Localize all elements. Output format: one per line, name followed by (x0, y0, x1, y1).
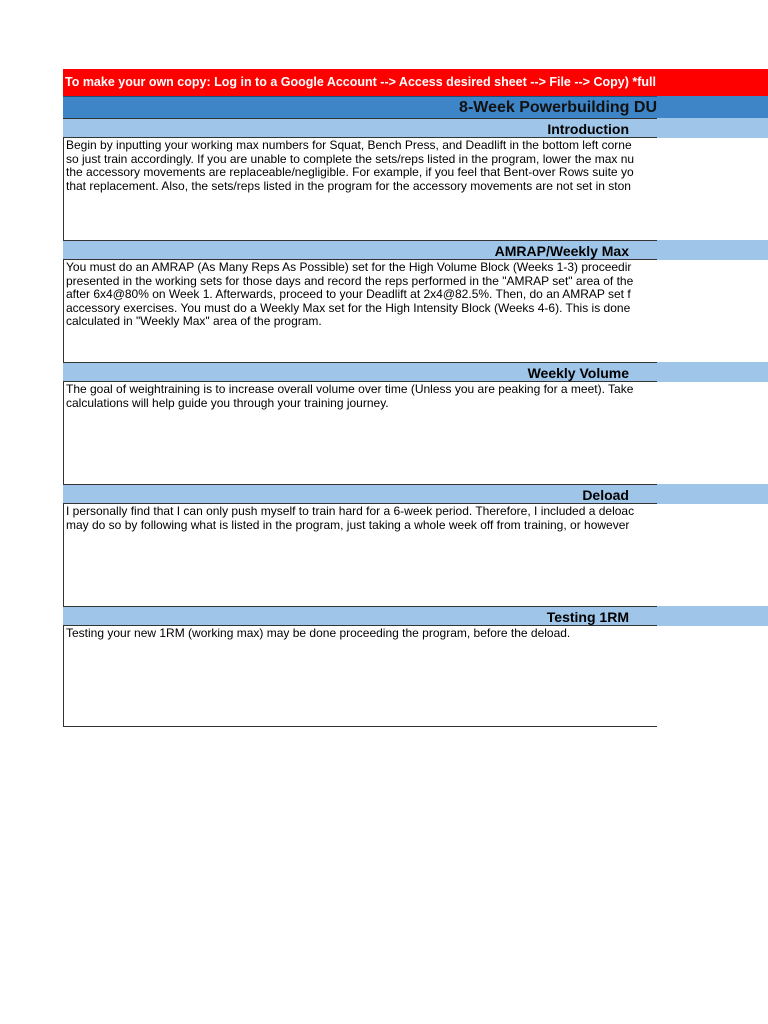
section-body-cell[interactable] (63, 138, 657, 240)
body-text-line: that replacement. Also, the sets/reps listed in the program for the accessory movements are not set in ston (66, 179, 631, 193)
section-header-overflow-cell[interactable] (657, 484, 768, 504)
section-body-cell[interactable] (63, 626, 657, 727)
body-text-line: The goal of weightraining is to increase overall volume over time (Unless you are peaking for a meet). Take (66, 383, 634, 396)
body-text-line: calculations will help guide you through your training journey. (66, 396, 389, 410)
title-overflow-cell[interactable] (657, 96, 768, 118)
spreadsheet (63, 69, 768, 727)
section-heading: Deload (582, 487, 629, 503)
body-text-line: after 6x4@80% on Week 1. Afterwards, proceed to your Deadlift at 2x4@82.5%. Then, do an AMRAP set f (66, 288, 631, 301)
body-text-line: the accessory movements are replaceable/negligible. For example, if you feel that Bent-over Rows suite yo (66, 166, 634, 179)
copy-instructions-banner[interactable]: To make your own copy: Log in to a Google Account --> Access desired sheet --> File --> Copy) *full (63, 69, 659, 96)
title-row (63, 96, 768, 118)
section-weekly-volume (63, 362, 768, 484)
section-header[interactable] (63, 606, 657, 626)
section-header[interactable] (63, 240, 657, 260)
section-header[interactable] (63, 118, 657, 138)
section-heading: Introduction (547, 121, 629, 137)
program-title[interactable]: 8-Week Powerbuilding DU (63, 96, 657, 118)
body-text-line: I personally find that I can only push myself to train hard for a 6-week period. Therefore, I included a deloac (66, 505, 635, 518)
banner-overflow-cell[interactable] (657, 69, 768, 96)
body-text-line: You must do an AMRAP (As Many Reps As Possible) set for the High Volume Block (Weeks 1-3) proceedir (66, 261, 632, 274)
body-text-line: Begin by inputting your working max numbers for Squat, Bench Press, and Deadlift in the bottom left corne (66, 139, 632, 152)
body-text-line: Testing your new 1RM (working max) may be done proceeding the program, before the deload. (66, 627, 571, 640)
section-header[interactable] (63, 362, 657, 382)
section-heading: AMRAP/Weekly Max (494, 243, 629, 259)
banner-row (63, 69, 768, 96)
section-introduction (63, 118, 768, 240)
body-text-line: so just train accordingly. If you are unable to complete the sets/reps listed in the program, lower the max nu (66, 152, 635, 166)
body-text-line: presented in the working sets for those days and record the reps performed in the "AMRAP set" area of the (66, 274, 634, 288)
section-header-overflow-cell[interactable] (657, 362, 768, 382)
section-body-cell[interactable] (63, 382, 657, 484)
section-body-cell[interactable] (63, 260, 657, 362)
body-text-line: accessory exercises. You must do a Weekly Max set for the High Intensity Block (Weeks 4-6). This is done (66, 301, 631, 315)
section-header[interactable] (63, 484, 657, 504)
section-deload (63, 484, 768, 606)
section-header-overflow-cell[interactable] (657, 118, 768, 138)
body-text-line: calculated in "Weekly Max" area of the program. (66, 315, 322, 328)
section-body-cell[interactable] (63, 504, 657, 606)
section-heading: Testing 1RM (546, 609, 629, 625)
sections-container (63, 118, 768, 727)
section-amrap-weekly-max (63, 240, 768, 362)
body-text-line: may do so by following what is listed in the program, just taking a whole week off from training, or however (66, 518, 630, 532)
section-header-overflow-cell[interactable] (657, 240, 768, 260)
section-heading: Weekly Volume (527, 365, 629, 381)
section-header-overflow-cell[interactable] (657, 606, 768, 626)
section-testing-1rm (63, 606, 768, 727)
